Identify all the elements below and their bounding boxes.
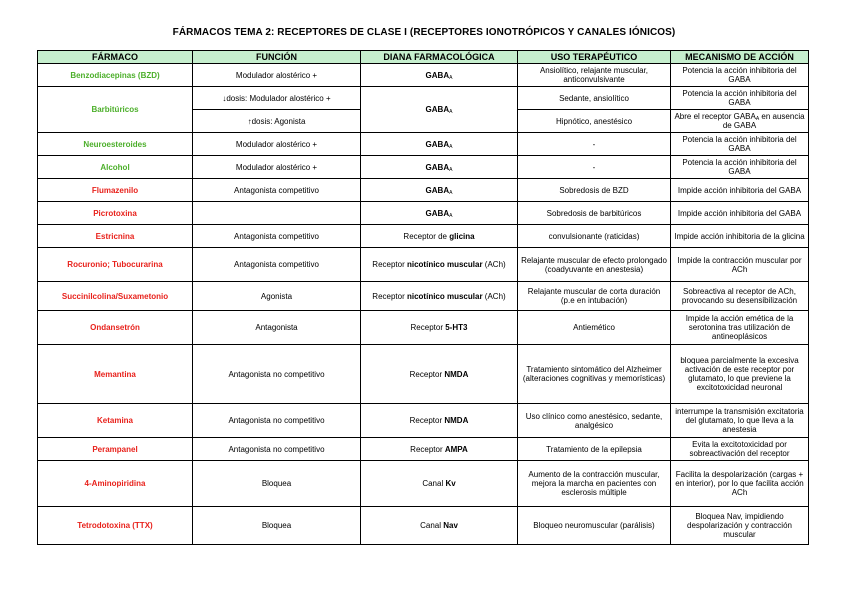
page-title: FÁRMACOS TEMA 2: RECEPTORES DE CLASE I (RECEPTORES IONOTRÓPICOS Y CANALES IÓNICOS) [172, 27, 676, 38]
drug-target: Receptor nicotínico muscular (ACh) [361, 248, 518, 282]
drug-use: Relajante muscular de corta duración (p.e en intubación) [518, 282, 671, 311]
table-row [38, 248, 809, 282]
drug-target: Receptor AMPA [361, 438, 518, 461]
header-farmaco: FÁRMACO [38, 51, 193, 64]
drug-function: Agonista [193, 282, 361, 311]
drug-function: Antagonista no competitivo [193, 404, 361, 438]
drug-use: Aumento de la contracción muscular, mejora la marcha en pacientes con esclerosis múltiple [518, 461, 671, 507]
header-funcion: FUNCIÓN [193, 51, 361, 64]
drug-name: Barbitúricos [38, 87, 193, 133]
drug-name: Alcohol [38, 156, 193, 179]
table-row [38, 87, 809, 110]
table-row [38, 438, 809, 461]
drug-name: Benzodiacepinas (BZD) [38, 64, 193, 87]
drug-name: Perampanel [38, 438, 193, 461]
table-row [38, 311, 809, 345]
drug-function: Antagonista no competitivo [193, 345, 361, 404]
table-row [38, 282, 809, 311]
drug-mechanism: Impide acción inhibitoria del GABA [671, 179, 809, 202]
table-row [38, 133, 809, 156]
drug-name: Memantina [38, 345, 193, 404]
drug-use: Sobredosis de BZD [518, 179, 671, 202]
drug-use: Tratamiento de la epilepsia [518, 438, 671, 461]
drug-function: Bloquea [193, 507, 361, 545]
drug-mechanism: Impide acción inhibitoria del GABA [671, 202, 809, 225]
drug-name: Succinilcolina/Suxametonio [38, 282, 193, 311]
drug-target: Receptor de glicina [361, 225, 518, 248]
table-row [38, 179, 809, 202]
table-row [38, 345, 809, 404]
drug-function: Antagonista competitivo [193, 248, 361, 282]
table-row [38, 64, 809, 87]
drug-name: Neuroesteroides [38, 133, 193, 156]
drug-function: Modulador alostérico + [193, 64, 361, 87]
drug-target: Receptor nicotínico muscular (ACh) [361, 282, 518, 311]
drug-function: Antagonista no competitivo [193, 438, 361, 461]
drug-name: Picrotoxina [38, 202, 193, 225]
drug-mechanism: Impide la acción emética de la serotonina tras utilización de antineoplásicos [671, 311, 809, 345]
drug-function: Antagonista competitivo [193, 179, 361, 202]
drug-target: $GABA_A$ [361, 202, 518, 225]
drug-mechanism: Bloquea Nav, impidiendo despolarización y contracción muscular [671, 507, 809, 545]
drug-function: Modulador alostérico + [193, 133, 361, 156]
drug-use: - [518, 133, 671, 156]
drug-mechanism: Potencia la acción inhibitoria del GABA [671, 87, 809, 110]
header-diana: DIANA FARMACOLÓGICA [361, 51, 518, 64]
drug-target: $GABA_A$ [361, 133, 518, 156]
drug-function: ↓dosis: Modulador alostérico + [193, 87, 361, 110]
drug-target: Receptor NMDA [361, 345, 518, 404]
drug-use: Uso clínico como anestésico, sedante, analgésico [518, 404, 671, 438]
drug-use: Bloqueo neuromuscular (parálisis) [518, 507, 671, 545]
drug-function: ↑dosis: Agonista [193, 110, 361, 133]
drug-name: Ondansetrón [38, 311, 193, 345]
drug-mechanism: Potencia la acción inhibitoria del GABA [671, 156, 809, 179]
drug-function: Antagonista competitivo [193, 225, 361, 248]
table-row [38, 225, 809, 248]
header-mecanismo: MECANISMO DE ACCIÓN [671, 51, 809, 64]
drug-mechanism: Abre el receptor $GABA_A$ en ausencia de GABA [671, 110, 809, 133]
drug-name: Flumazenilo [38, 179, 193, 202]
drug-mechanism: Evita la excitotoxicidad por sobreactivación del receptor [671, 438, 809, 461]
table-header-row [38, 51, 809, 64]
drug-use: Tratamiento sintomático del Alzheimer (alteraciones cognitivas y memorísticas) [518, 345, 671, 404]
header-uso: USO TERAPÉUTICO [518, 51, 671, 64]
drug-target: Canal Nav [361, 507, 518, 545]
drug-name: Rocuronio; Tubocurarina [38, 248, 193, 282]
drug-table [37, 50, 809, 545]
drug-use: Sobredosis de barbitúricos [518, 202, 671, 225]
drug-target: $GABA_A$ [361, 87, 518, 133]
drug-use: Hipnótico, anestésico [518, 110, 671, 133]
drug-target: Canal Kv [361, 461, 518, 507]
drug-name: 4-Aminopiridina [38, 461, 193, 507]
drug-mechanism: Potencia la acción inhibitoria del GABA [671, 64, 809, 87]
table-row [38, 507, 809, 545]
drug-use: - [518, 156, 671, 179]
drug-target: Receptor NMDA [361, 404, 518, 438]
drug-use: Ansiolítico, relajante muscular, anticonvulsivante [518, 64, 671, 87]
drug-mechanism: Impide acción inhibitoria de la glicina [671, 225, 809, 248]
drug-use: Relajante muscular de efecto prolongado (coadyuvante en anestesia) [518, 248, 671, 282]
table-row [38, 202, 809, 225]
table-row [38, 404, 809, 438]
drug-mechanism: Facilita la despolarización (cargas + en interior), por lo que facilita acción ACh [671, 461, 809, 507]
drug-function [193, 202, 361, 225]
drug-use: Sedante, ansiolítico [518, 87, 671, 110]
drug-target: $GABA_A$ [361, 179, 518, 202]
drug-target: Receptor 5-HT3 [361, 311, 518, 345]
table-row [38, 461, 809, 507]
drug-mechanism: Potencia la acción inhibitoria del GABA [671, 133, 809, 156]
drug-mechanism: Impide la contracción muscular por ACh [671, 248, 809, 282]
drug-name: Ketamina [38, 404, 193, 438]
drug-mechanism: bloquea parcialmente la excesiva activación de este receptor por glutamato, lo que previene la excitotoxicidad neuronal [671, 345, 809, 404]
table-row [38, 156, 809, 179]
drug-mechanism: interrumpe la transmisión excitatoria del glutamato, lo que lleva a la anestesia [671, 404, 809, 438]
drug-mechanism: Sobreactiva al receptor de ACh, provocando su desensibilización [671, 282, 809, 311]
drug-function: Modulador alostérico + [193, 156, 361, 179]
drug-name: Estricnina [38, 225, 193, 248]
drug-use: Antiemético [518, 311, 671, 345]
drug-target: $GABA_A$ [361, 64, 518, 87]
drug-function: Antagonista [193, 311, 361, 345]
drug-name: Tetrodotoxina (TTX) [38, 507, 193, 545]
drug-function: Bloquea [193, 461, 361, 507]
drug-use: convulsionante (raticidas) [518, 225, 671, 248]
drug-target: $GABA_A$ [361, 156, 518, 179]
